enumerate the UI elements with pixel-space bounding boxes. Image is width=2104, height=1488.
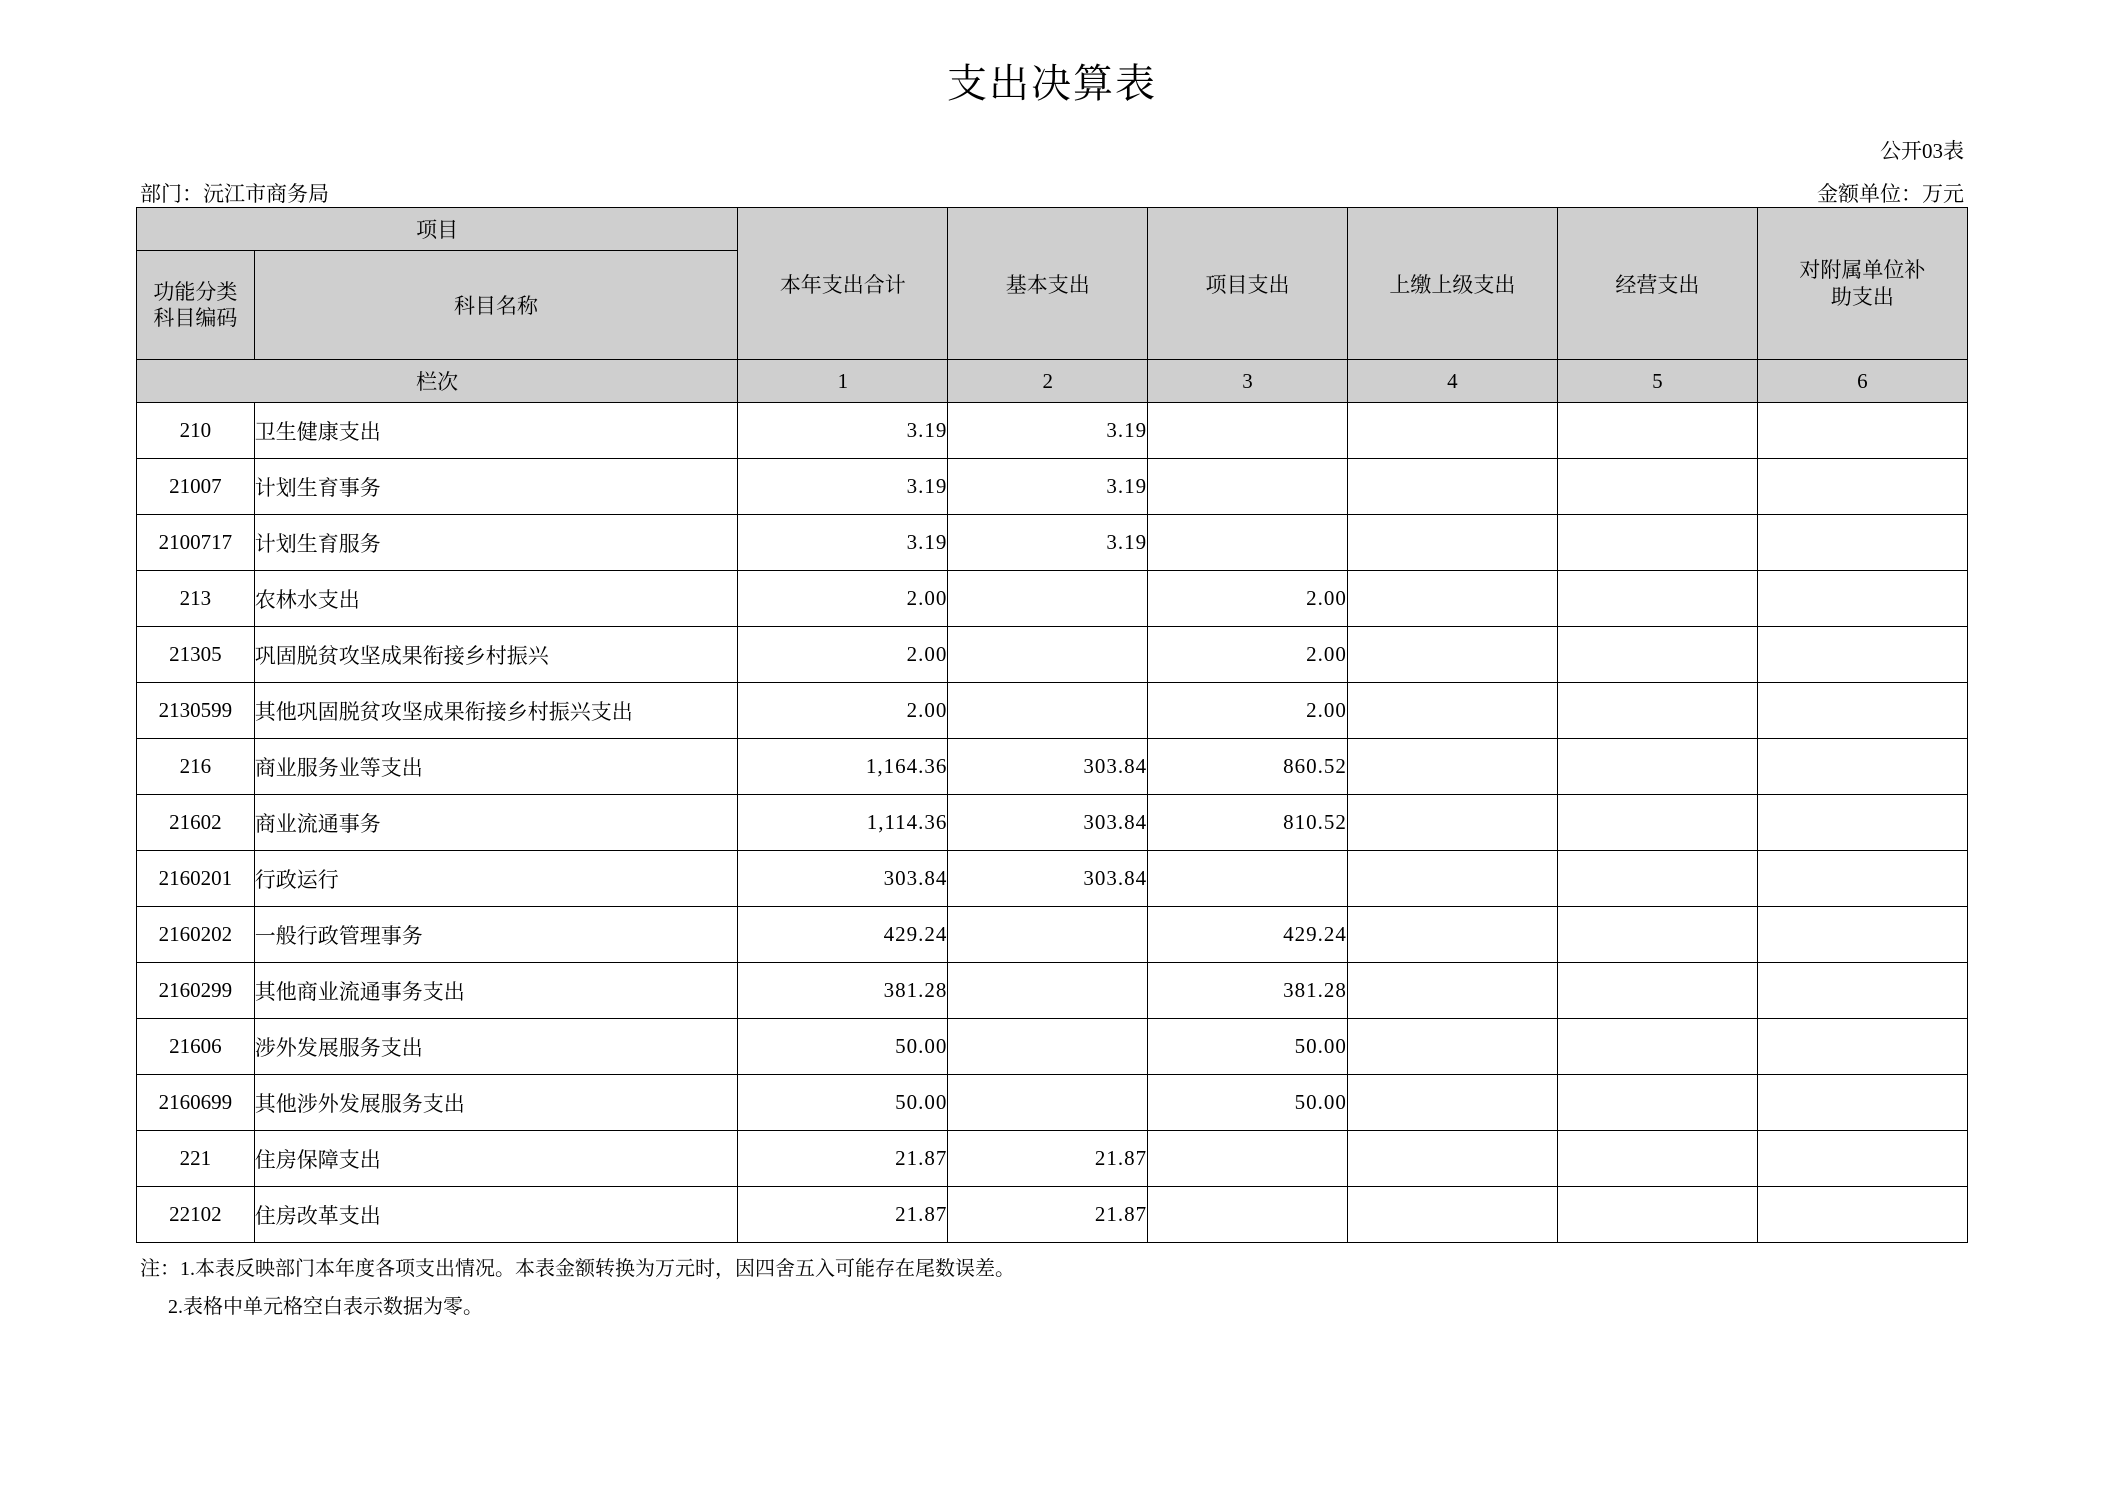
cell-v2 bbox=[948, 683, 1148, 739]
header-column-index-6: 6 bbox=[1757, 360, 1967, 403]
cell-v6 bbox=[1757, 1187, 1967, 1243]
cell-v6 bbox=[1757, 963, 1967, 1019]
table-row bbox=[137, 739, 1968, 795]
cell-v1: 3.19 bbox=[738, 403, 948, 459]
cell-v1: 429.24 bbox=[738, 907, 948, 963]
cell-v5 bbox=[1558, 795, 1758, 851]
cell-function-code: 221 bbox=[137, 1131, 255, 1187]
cell-function-code: 2160201 bbox=[137, 851, 255, 907]
cell-function-code: 21305 bbox=[137, 627, 255, 683]
cell-v6 bbox=[1757, 851, 1967, 907]
cell-v6 bbox=[1757, 907, 1967, 963]
note-line-1: 注：1.本表反映部门本年度各项支出情况。本表金额转换为万元时，因四舍五入可能存在尾数误差。 bbox=[140, 1258, 1015, 1280]
table-row bbox=[137, 627, 1968, 683]
table-header-row-group bbox=[137, 208, 1968, 251]
cell-v6 bbox=[1757, 683, 1967, 739]
cell-v1: 3.19 bbox=[738, 515, 948, 571]
cell-v6 bbox=[1757, 1075, 1967, 1131]
cell-v5 bbox=[1558, 627, 1758, 683]
table-notes bbox=[140, 1250, 1015, 1326]
cell-v3 bbox=[1148, 459, 1348, 515]
header-subject-name: 科目名称 bbox=[254, 251, 738, 360]
cell-v2: 3.19 bbox=[948, 515, 1148, 571]
header-total-expenditure: 本年支出合计 bbox=[738, 208, 948, 360]
cell-function-code: 2160299 bbox=[137, 963, 255, 1019]
header-column-index-2: 2 bbox=[948, 360, 1148, 403]
cell-v5 bbox=[1558, 851, 1758, 907]
header-project-group: 项目 bbox=[137, 208, 738, 251]
table-row bbox=[137, 403, 1968, 459]
cell-v2: 303.84 bbox=[948, 739, 1148, 795]
cell-v2: 21.87 bbox=[948, 1187, 1148, 1243]
cell-v5 bbox=[1558, 739, 1758, 795]
header-function-code-line1: 功能分类 bbox=[153, 279, 238, 304]
header-subsidiary-line2: 助支出 bbox=[1830, 284, 1894, 309]
table-row bbox=[137, 515, 1968, 571]
cell-subject-name: 卫生健康支出 bbox=[254, 403, 738, 459]
cell-v5 bbox=[1558, 1075, 1758, 1131]
cell-v5 bbox=[1558, 403, 1758, 459]
cell-v4 bbox=[1347, 1019, 1557, 1075]
cell-function-code: 213 bbox=[137, 571, 255, 627]
cell-v3: 50.00 bbox=[1148, 1075, 1348, 1131]
cell-v1: 2.00 bbox=[738, 571, 948, 627]
cell-v2: 3.19 bbox=[948, 459, 1148, 515]
cell-function-code: 21606 bbox=[137, 1019, 255, 1075]
header-column-index-1: 1 bbox=[738, 360, 948, 403]
note-line-2: 2.表格中单元格空白表示数据为零。 bbox=[168, 1296, 483, 1318]
cell-v4 bbox=[1347, 627, 1557, 683]
cell-v4 bbox=[1347, 1075, 1557, 1131]
cell-v6 bbox=[1757, 1131, 1967, 1187]
cell-subject-name: 行政运行 bbox=[254, 851, 738, 907]
cell-v1: 2.00 bbox=[738, 683, 948, 739]
cell-subject-name: 计划生育事务 bbox=[254, 459, 738, 515]
table-row bbox=[137, 795, 1968, 851]
cell-function-code: 2100717 bbox=[137, 515, 255, 571]
header-subsidiary-line1: 对附属单位补 bbox=[1799, 258, 1926, 283]
cell-v2 bbox=[948, 1019, 1148, 1075]
table-row bbox=[137, 571, 1968, 627]
table-row bbox=[137, 963, 1968, 1019]
table-row bbox=[137, 683, 1968, 739]
cell-v3: 429.24 bbox=[1148, 907, 1348, 963]
cell-v4 bbox=[1347, 795, 1557, 851]
cell-function-code: 22102 bbox=[137, 1187, 255, 1243]
cell-function-code: 2130599 bbox=[137, 683, 255, 739]
cell-v1: 21.87 bbox=[738, 1187, 948, 1243]
cell-v4 bbox=[1347, 459, 1557, 515]
cell-v3 bbox=[1148, 403, 1348, 459]
cell-v1: 2.00 bbox=[738, 627, 948, 683]
table-header-row-index bbox=[137, 360, 1968, 403]
cell-v3: 2.00 bbox=[1148, 571, 1348, 627]
cell-v2 bbox=[948, 963, 1148, 1019]
cell-v4 bbox=[1347, 1131, 1557, 1187]
cell-v5 bbox=[1558, 683, 1758, 739]
cell-v6 bbox=[1757, 459, 1967, 515]
cell-subject-name: 一般行政管理事务 bbox=[254, 907, 738, 963]
cell-function-code: 21007 bbox=[137, 459, 255, 515]
cell-subject-name: 涉外发展服务支出 bbox=[254, 1019, 738, 1075]
cell-v1: 50.00 bbox=[738, 1075, 948, 1131]
cell-subject-name: 住房改革支出 bbox=[254, 1187, 738, 1243]
cell-v3: 860.52 bbox=[1148, 739, 1348, 795]
header-column-index-3: 3 bbox=[1148, 360, 1348, 403]
cell-v6 bbox=[1757, 627, 1967, 683]
cell-v2: 303.84 bbox=[948, 795, 1148, 851]
cell-function-code: 21602 bbox=[137, 795, 255, 851]
header-operating-expenditure: 经营支出 bbox=[1558, 208, 1758, 360]
cell-v1: 21.87 bbox=[738, 1131, 948, 1187]
cell-v6 bbox=[1757, 739, 1967, 795]
cell-v4 bbox=[1347, 515, 1557, 571]
cell-v2 bbox=[948, 571, 1148, 627]
cell-v1: 3.19 bbox=[738, 459, 948, 515]
cell-v6 bbox=[1757, 403, 1967, 459]
page-title: 支出决算表 bbox=[947, 61, 1157, 106]
form-number: 公开03表 bbox=[1880, 139, 1964, 163]
cell-v2 bbox=[948, 627, 1148, 683]
cell-v4 bbox=[1347, 851, 1557, 907]
cell-v1: 1,114.36 bbox=[738, 795, 948, 851]
cell-v1: 50.00 bbox=[738, 1019, 948, 1075]
cell-v2: 3.19 bbox=[948, 403, 1148, 459]
header-function-code bbox=[137, 251, 255, 360]
expenditure-table bbox=[136, 207, 1968, 1243]
cell-v6 bbox=[1757, 1019, 1967, 1075]
cell-subject-name: 其他涉外发展服务支出 bbox=[254, 1075, 738, 1131]
cell-v6 bbox=[1757, 795, 1967, 851]
cell-v6 bbox=[1757, 571, 1967, 627]
cell-v4 bbox=[1347, 739, 1557, 795]
cell-function-code: 2160202 bbox=[137, 907, 255, 963]
table-row bbox=[137, 907, 1968, 963]
table-body bbox=[137, 403, 1968, 1243]
cell-v5 bbox=[1558, 963, 1758, 1019]
table-row bbox=[137, 851, 1968, 907]
cell-v5 bbox=[1558, 907, 1758, 963]
cell-v5 bbox=[1558, 1131, 1758, 1187]
cell-v4 bbox=[1347, 963, 1557, 1019]
cell-subject-name: 巩固脱贫攻坚成果衔接乡村振兴 bbox=[254, 627, 738, 683]
cell-v3 bbox=[1148, 851, 1348, 907]
cell-v2 bbox=[948, 1075, 1148, 1131]
cell-v3: 2.00 bbox=[1148, 627, 1348, 683]
cell-subject-name: 其他巩固脱贫攻坚成果衔接乡村振兴支出 bbox=[254, 683, 738, 739]
cell-v5 bbox=[1558, 1019, 1758, 1075]
cell-v3 bbox=[1148, 1131, 1348, 1187]
header-column-index-4: 4 bbox=[1347, 360, 1557, 403]
cell-v2: 303.84 bbox=[948, 851, 1148, 907]
cell-v5 bbox=[1558, 515, 1758, 571]
cell-function-code: 216 bbox=[137, 739, 255, 795]
cell-subject-name: 农林水支出 bbox=[254, 571, 738, 627]
table-row bbox=[137, 1019, 1968, 1075]
cell-function-code: 210 bbox=[137, 403, 255, 459]
cell-v5 bbox=[1558, 1187, 1758, 1243]
cell-v1: 303.84 bbox=[738, 851, 948, 907]
cell-v3: 2.00 bbox=[1148, 683, 1348, 739]
cell-subject-name: 其他商业流通事务支出 bbox=[254, 963, 738, 1019]
table-row bbox=[137, 1187, 1968, 1243]
table-row bbox=[137, 1075, 1968, 1131]
table-row bbox=[137, 459, 1968, 515]
cell-v3: 381.28 bbox=[1148, 963, 1348, 1019]
cell-v5 bbox=[1558, 571, 1758, 627]
cell-v2: 21.87 bbox=[948, 1131, 1148, 1187]
amount-unit-label: 金额单位：万元 bbox=[1817, 182, 1964, 206]
cell-v4 bbox=[1347, 571, 1557, 627]
cell-subject-name: 计划生育服务 bbox=[254, 515, 738, 571]
header-column-index-5: 5 bbox=[1558, 360, 1758, 403]
cell-v2 bbox=[948, 907, 1148, 963]
cell-subject-name: 商业流通事务 bbox=[254, 795, 738, 851]
cell-v3: 810.52 bbox=[1148, 795, 1348, 851]
header-column-index-label: 栏次 bbox=[137, 360, 738, 403]
header-subsidiary-subsidy-expenditure bbox=[1757, 208, 1967, 360]
cell-subject-name: 商业服务业等支出 bbox=[254, 739, 738, 795]
cell-v3 bbox=[1148, 1187, 1348, 1243]
cell-function-code: 2160699 bbox=[137, 1075, 255, 1131]
cell-v4 bbox=[1347, 683, 1557, 739]
cell-v4 bbox=[1347, 1187, 1557, 1243]
cell-v1: 381.28 bbox=[738, 963, 948, 1019]
cell-v3 bbox=[1148, 515, 1348, 571]
cell-v3: 50.00 bbox=[1148, 1019, 1348, 1075]
department-label: 部门：沅江市商务局 bbox=[140, 182, 329, 206]
table-row bbox=[137, 1131, 1968, 1187]
header-project-expenditure: 项目支出 bbox=[1148, 208, 1348, 360]
header-function-code-line2: 科目编码 bbox=[153, 306, 238, 330]
cell-v6 bbox=[1757, 515, 1967, 571]
cell-v4 bbox=[1347, 907, 1557, 963]
cell-v4 bbox=[1347, 403, 1557, 459]
cell-subject-name: 住房保障支出 bbox=[254, 1131, 738, 1187]
header-upper-level-expenditure: 上缴上级支出 bbox=[1347, 208, 1557, 360]
cell-v1: 1,164.36 bbox=[738, 739, 948, 795]
cell-v5 bbox=[1558, 459, 1758, 515]
header-basic-expenditure: 基本支出 bbox=[948, 208, 1148, 360]
